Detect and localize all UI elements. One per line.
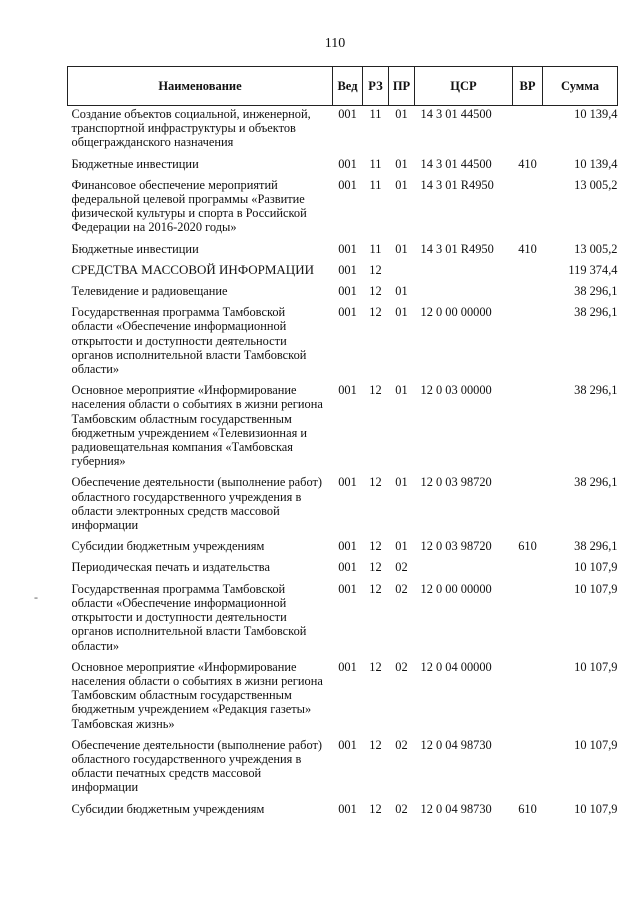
cell-ved: 001 [338, 801, 357, 816]
header-sum: Сумма [543, 67, 618, 106]
cell-pr: 02 [395, 560, 408, 575]
cell-name: Государственная программа Тамбовской области «Обеспечение информационной открытости и доступности деятельности органов исполнительной власти Тамбовской области» [71, 305, 307, 377]
cell-ved: 001 [338, 262, 357, 277]
table-row [68, 382, 618, 474]
table-row [68, 283, 618, 304]
cell-rz: 12 [369, 581, 382, 596]
cell-vr: 610 [518, 801, 537, 816]
cell-sum: 10 107,9 [574, 801, 618, 816]
cell-pr: 02 [395, 659, 408, 674]
cell-ved: 001 [338, 177, 357, 192]
header-ved: Вед [333, 67, 363, 106]
cell-name: Периодическая печать и издательства [71, 560, 270, 575]
table-row [68, 241, 618, 262]
cell-rz: 12 [369, 801, 382, 816]
cell-csr: 12 0 00 00000 [420, 581, 492, 596]
cell-ved: 001 [338, 383, 357, 398]
table-row [68, 177, 618, 241]
cell-pr: 02 [395, 737, 408, 752]
margin-mark: - [34, 590, 38, 604]
cell-rz: 12 [369, 737, 382, 752]
cell-vr [513, 106, 543, 156]
cell-rz: 11 [369, 241, 382, 256]
cell-csr [415, 283, 513, 304]
cell-sum: 13 005,2 [574, 241, 618, 256]
cell-pr: 01 [395, 475, 408, 490]
page-number: 110 [324, 36, 346, 51]
cell-sum: 10 107,9 [574, 560, 618, 575]
cell-name: Субсидии бюджетным учреждениям [71, 539, 265, 554]
cell-pr: 01 [395, 107, 408, 121]
cell-vr: 410 [518, 156, 537, 171]
cell-sum: 38 296,1 [574, 383, 618, 398]
cell-ved: 001 [338, 560, 357, 575]
cell-pr: 01 [395, 383, 408, 398]
cell-vr [513, 559, 543, 580]
table-row [68, 538, 618, 559]
cell-rz: 12 [369, 305, 382, 320]
cell-vr [513, 474, 543, 538]
cell-vr [513, 177, 543, 241]
cell-sum: 38 296,1 [574, 475, 618, 490]
cell-sum: 10 107,9 [574, 581, 618, 596]
table-row [68, 304, 618, 382]
cell-vr [513, 283, 543, 304]
cell-vr: 410 [518, 241, 537, 256]
table-row [68, 156, 618, 177]
cell-name: Государственная программа Тамбовской области «Обеспечение информационной открытости и доступности деятельности органов исполнительной власти Тамбовской области» [71, 581, 307, 653]
cell-rz: 11 [369, 177, 382, 192]
cell-name: Основное мероприятие «Информирование населения области о событиях в жизни региона Тамбовским областным государственным бюджетным учреждением «Редакция газеты» Тамбовская жизнь» [71, 659, 323, 731]
cell-vr [513, 737, 543, 801]
cell-ved: 001 [338, 539, 357, 554]
cell-name: Основное мероприятие «Информирование населения области о событиях в жизни региона Тамбовским областным государственным бюджетным учреждением «Телевизионная и радиовещательная компания «Тамбовская губерния» [71, 383, 323, 469]
cell-name: Обеспечение деятельности (выполнение работ) областного государственного учреждения в области электронных средств массовой информации [71, 475, 323, 533]
header-rz: РЗ [363, 67, 389, 106]
cell-sum: 38 296,1 [574, 539, 618, 554]
cell-csr: 14 3 01 44500 [420, 156, 492, 171]
cell-ved: 001 [338, 581, 357, 596]
cell-rz: 11 [369, 107, 382, 121]
cell-rz: 12 [369, 560, 382, 575]
table-row [68, 559, 618, 580]
cell-sum: 38 296,1 [574, 305, 618, 320]
cell-ved: 001 [338, 284, 357, 299]
table-row [68, 659, 618, 737]
cell-vr [513, 262, 543, 283]
header-csr: ЦСР [415, 67, 513, 106]
cell-ved: 001 [338, 737, 357, 752]
cell-ved: 001 [338, 475, 357, 490]
cell-vr: 610 [518, 539, 537, 554]
cell-csr: 12 0 03 98720 [420, 539, 492, 554]
cell-sum: 119 374,4 [568, 262, 618, 277]
cell-csr: 14 3 01 R4950 [420, 177, 494, 192]
cell-vr [513, 581, 543, 659]
cell-pr: 02 [395, 801, 408, 816]
cell-sum: 10 107,9 [574, 659, 618, 674]
cell-name: Субсидии бюджетным учреждениям [71, 801, 265, 816]
cell-name: Создание объектов социальной, инженерной, транспортной инфраструктуры и объектов общегражданского назначения [71, 107, 311, 150]
budget-table [67, 66, 617, 822]
cell-pr: 01 [395, 156, 408, 171]
cell-name: СРЕДСТВА МАССОВОЙ ИНФОРМАЦИИ [71, 261, 314, 277]
cell-ved: 001 [338, 156, 357, 171]
table-row [68, 474, 618, 538]
cell-name: Бюджетные инвестиции [71, 241, 199, 256]
cell-name: Финансовое обеспечение мероприятий федеральной целевой программы «Развитие физической культуры и спорта в Российской Федерации на 2016-2020 годы» [71, 177, 307, 235]
cell-ved: 001 [338, 241, 357, 256]
cell-rz: 12 [369, 475, 382, 490]
cell-vr [513, 304, 543, 382]
cell-sum: 38 296,1 [574, 284, 618, 299]
cell-pr: 01 [395, 241, 408, 256]
table-row [68, 106, 618, 156]
cell-csr: 14 3 01 44500 [420, 107, 492, 121]
cell-name: Бюджетные инвестиции [71, 156, 199, 171]
cell-csr: 14 3 01 R4950 [420, 241, 494, 256]
cell-sum: 10 107,9 [574, 737, 618, 752]
cell-csr: 12 0 04 98730 [420, 737, 492, 752]
cell-pr: 01 [395, 539, 408, 554]
cell-csr: 12 0 03 00000 [420, 383, 492, 398]
cell-rz: 12 [369, 659, 382, 674]
cell-rz: 11 [369, 156, 382, 171]
cell-rz: 12 [369, 284, 382, 299]
cell-name: Телевидение и радиовещание [71, 284, 228, 299]
cell-pr [389, 262, 415, 283]
table-header-row [68, 67, 618, 106]
table-row [68, 581, 618, 659]
cell-csr: 12 0 04 98730 [420, 801, 492, 816]
header-name: Наименование [68, 67, 333, 106]
table-body [68, 106, 618, 822]
cell-rz: 12 [369, 539, 382, 554]
cell-sum: 13 005,2 [574, 177, 618, 192]
cell-pr: 01 [395, 284, 408, 299]
cell-vr [513, 659, 543, 737]
cell-pr: 01 [395, 305, 408, 320]
cell-ved: 001 [338, 107, 357, 121]
cell-rz: 12 [369, 262, 382, 277]
cell-pr: 01 [395, 177, 408, 192]
cell-csr [415, 559, 513, 580]
table-row [68, 262, 618, 283]
cell-pr: 02 [395, 581, 408, 596]
cell-csr: 12 0 00 00000 [420, 305, 492, 320]
cell-ved: 001 [338, 659, 357, 674]
cell-vr [513, 382, 543, 474]
cell-csr: 12 0 04 00000 [420, 659, 492, 674]
cell-name: Обеспечение деятельности (выполнение работ) областного государственного учреждения в области печатных средств массовой информации [71, 737, 323, 795]
cell-csr: 12 0 03 98720 [420, 475, 492, 490]
cell-sum: 10 139,4 [574, 156, 618, 171]
table-row [68, 801, 618, 822]
header-pr: ПР [389, 67, 415, 106]
cell-rz: 12 [369, 383, 382, 398]
cell-csr [415, 262, 513, 283]
header-vr: ВР [513, 67, 543, 106]
cell-sum: 10 139,4 [574, 107, 618, 121]
table-row [68, 737, 618, 801]
cell-ved: 001 [338, 305, 357, 320]
